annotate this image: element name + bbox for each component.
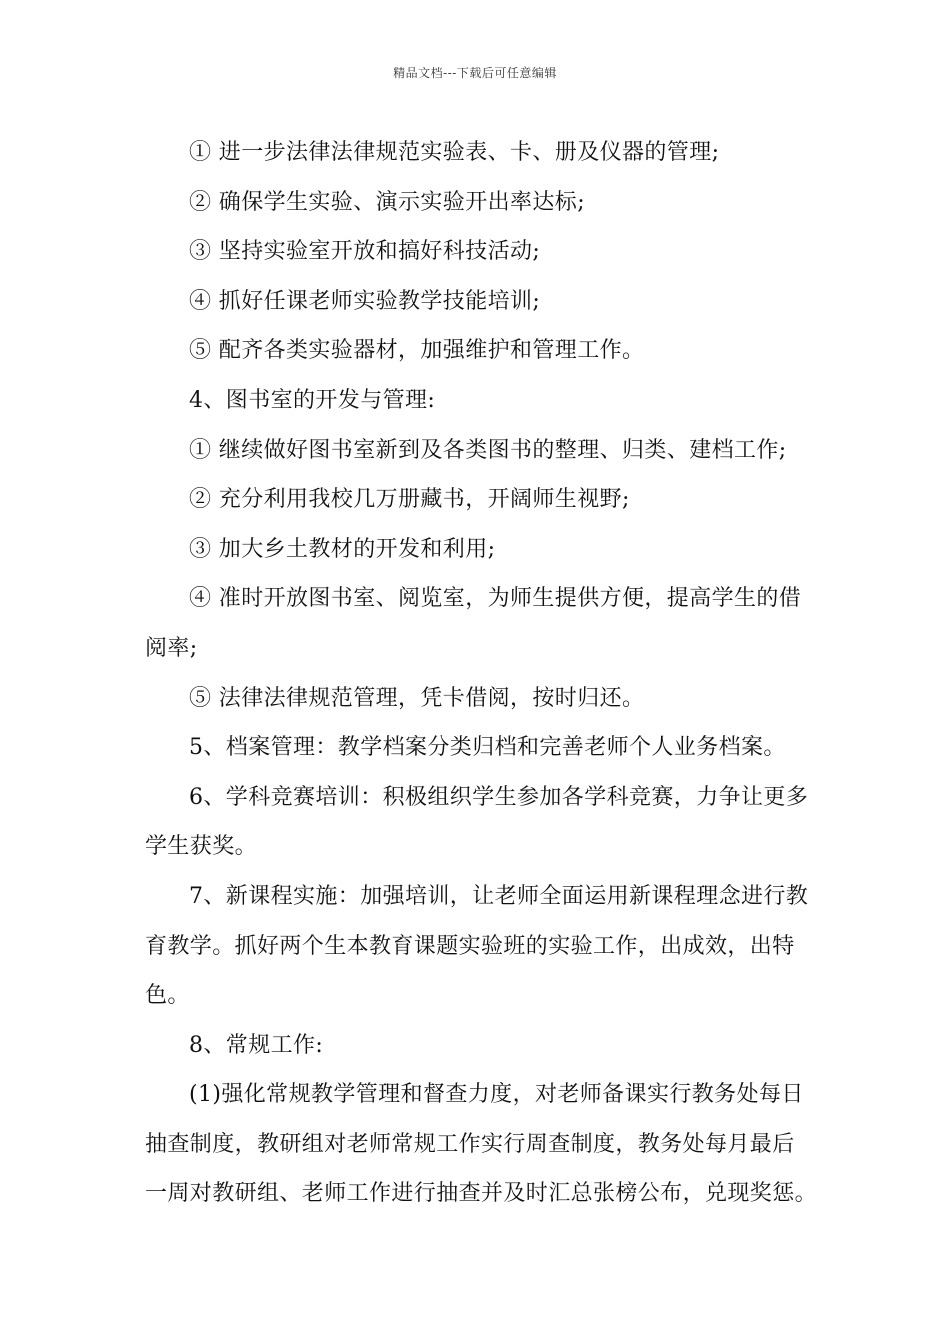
section-heading: 7、新课程实施：加强培训，让老师全面运用新课程理念进行教 (189, 883, 809, 909)
section-heading: 4、图书室的开发与管理: (189, 387, 436, 413)
paragraph-line: 阅率; (145, 635, 198, 661)
paragraph-line: ③ 加大乡土教材的开发和利用; (189, 536, 496, 562)
paragraph-line: ④ 抓好任课老师实验教学技能培训; (189, 288, 541, 314)
paragraph-line: (1)强化常规教学管理和督查力度，对老师备课实行教务处每日 (189, 1082, 804, 1108)
paragraph-line: 色。 (145, 983, 190, 1009)
paragraph-line: ② 充分利用我校几万册藏书，开阔师生视野; (189, 487, 630, 513)
paragraph-line: 育教学。抓好两个生本教育课题实验班的实验工作，出成效，出特 (145, 933, 795, 959)
paragraph-line: 一周对教研组、老师工作进行抽查并及时汇总张榜公布，兑现奖惩。 (145, 1181, 818, 1207)
document-body (145, 128, 823, 1219)
paragraph-line: ③ 坚持实验室开放和搞好科技活动; (189, 239, 541, 265)
paragraph-line: ② 确保学生实验、演示实验开出率达标; (189, 189, 586, 215)
paragraph-line: ① 进一步法律法律规范实验表、卡、册及仪器的管理; (189, 140, 720, 165)
paragraph-line: ① 继续做好图书室新到及各类图书的整理、归类、建档工作; (189, 437, 787, 463)
section-heading: 6、学科竞赛培训：积极组织学生参加各学科竞赛，力争让更多 (189, 784, 809, 810)
paragraph-line: ⑤ 配齐各类实验器材，加强维护和管理工作。 (189, 338, 645, 364)
paragraph-line: ⑤ 法律法律规范管理，凭卡借阅，按时归还。 (189, 685, 645, 711)
paragraph-line: ④ 准时开放图书室、阅览室，为师生提供方便，提高学生的借 (189, 586, 802, 612)
section-heading: 5、档案管理：教学档案分类归档和完善老师个人业务档案。 (189, 735, 786, 761)
page-header: 精品文档---下载后可任意编辑 (393, 66, 557, 80)
paragraph-line: 学生获奖。 (145, 834, 258, 860)
paragraph-line: 抽查制度，教研组对老师常规工作实行周查制度，教务处每月最后 (145, 1131, 795, 1157)
section-heading: 8、常规工作: (189, 1032, 324, 1058)
